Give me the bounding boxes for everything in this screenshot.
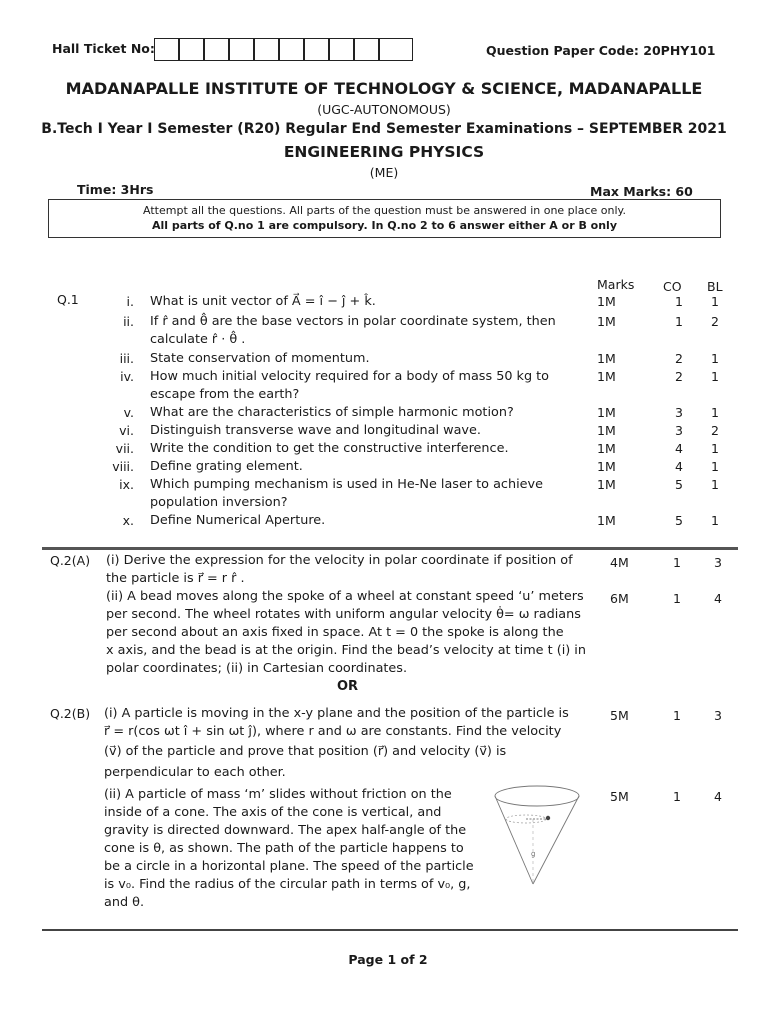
q2a-part2-line1: (ii) A bead moves along the spoke of a wheel at constant speed ‘u’ meters	[106, 589, 584, 604]
q1-item-marks: 1M	[597, 369, 616, 384]
q2b-part2-line5: be a circle in a horizontal plane. The speed of the particle	[104, 859, 474, 874]
q1-item-text: If r̂ and θ̂ are the base vectors in polar coordinate system, then	[150, 314, 556, 329]
q1-item-number: ix.	[119, 477, 134, 492]
q1-item-number: x.	[122, 513, 134, 528]
q1-item-text-cont: calculate r̂ · θ̂ .	[150, 332, 246, 347]
q2a-part1-line2: the particle is r⃗ = r r̂ .	[106, 571, 245, 586]
bl-header: BL	[707, 279, 723, 294]
q1-item-bl: 1	[711, 441, 719, 456]
q1-item-co: 4	[675, 459, 683, 474]
q2b-part1-line1: (i) A particle is moving in the x-y plane and the position of the particle is	[104, 706, 569, 721]
q1-item-bl: 2	[711, 314, 719, 329]
q1-item-text: State conservation of momentum.	[150, 351, 370, 366]
branch: (ME)	[369, 165, 399, 180]
q1-item-bl: 1	[711, 477, 719, 492]
q1-item-bl: 1	[711, 369, 719, 384]
max-marks-label: Max Marks: 60	[590, 184, 693, 199]
co-header: CO	[663, 279, 682, 294]
q1-item-co: 5	[675, 477, 683, 492]
q1-item-text: Define Numerical Aperture.	[150, 513, 326, 528]
page-number: Page 1 of 2	[348, 952, 428, 967]
q1-item-bl: 2	[711, 423, 719, 438]
exam-title: B.Tech I Year I Semester (R20) Regular End Semester Examinations – SEPTEMBER 2021	[41, 121, 727, 137]
q1-item-co: 1	[675, 294, 683, 309]
time-label: Time: 3Hrs	[77, 182, 154, 197]
q1-item-bl: 1	[711, 351, 719, 366]
instruction-line-1: Attempt all the questions. All parts of the question must be answered in one place only.	[143, 204, 626, 217]
q2b-part2-line4: cone is θ, as shown. The path of the particle happens to	[104, 841, 464, 856]
q1-item-number: i.	[126, 294, 134, 309]
q1-item-text: Distinguish transverse wave and longitudinal wave.	[150, 423, 481, 438]
q2b-part2-bl: 4	[714, 789, 722, 804]
q1-item-bl: 1	[711, 513, 719, 528]
q1-item-text: What is unit vector of A⃗ = î − ĵ + k̂.	[150, 294, 376, 309]
instructions-box	[48, 199, 721, 238]
q2a-part2-bl: 4	[714, 591, 722, 606]
hall-ticket-label: Hall Ticket No:	[52, 41, 155, 56]
q2b-label: Q.2(B)	[50, 706, 91, 721]
section-divider	[42, 547, 738, 550]
q2a-part1-line1: (i) Derive the expression for the velocity in polar coordinate if position of	[106, 553, 573, 568]
q2b-part2-line2: inside of a cone. The axis of the cone is vertical, and	[104, 805, 442, 820]
q2a-part2-line2: per second. The wheel rotates with uniform angular velocity θ̇= ω radians	[106, 607, 581, 622]
q1-item-marks: 1M	[597, 477, 616, 492]
q1-item-marks: 1M	[597, 513, 616, 528]
q2b-part2-marks: 5M	[610, 789, 629, 804]
q1-item-number: viii.	[112, 459, 134, 474]
autonomy-line: (UGC-AUTONOMOUS)	[317, 102, 451, 117]
q1-item-co: 1	[675, 314, 683, 329]
q2b-part1-line4: perpendicular to each other.	[104, 765, 286, 780]
q1-label: Q.1	[57, 292, 79, 307]
marks-header: Marks	[597, 277, 635, 292]
q1-item-co: 3	[675, 423, 683, 438]
q2a-part2-co: 1	[673, 591, 681, 606]
q1-item-co: 2	[675, 351, 683, 366]
cone-diagram	[490, 782, 585, 890]
q2a-part1-marks: 4M	[610, 555, 629, 570]
q1-item-marks: 1M	[597, 351, 616, 366]
q2b-part2-co: 1	[673, 789, 681, 804]
q1-item-bl: 1	[711, 459, 719, 474]
instruction-line-2: All parts of Q.no 1 are compulsory. In Q.no 2 to 6 answer either A or B only	[151, 219, 618, 232]
q2b-part1-line3: (v⃗) of the particle and prove that position (r⃗) and velocity (v⃗) is	[104, 744, 507, 759]
q1-item-text: Write the condition to get the constructive interference.	[150, 441, 509, 456]
q2a-part2-line5: polar coordinates; (ii) in Cartesian coordinates.	[106, 661, 408, 676]
q2b-part1-marks: 5M	[610, 708, 629, 723]
q2a-label: Q.2(A)	[50, 553, 91, 568]
q2b-part2-line6: is v₀. Find the radius of the circular path in terms of v₀, g,	[104, 877, 471, 892]
q1-item-text-cont: population inversion?	[150, 495, 288, 510]
q2b-part2-line7: and θ.	[104, 895, 145, 910]
q2b-part1-co: 1	[673, 708, 681, 723]
q1-item-marks: 1M	[597, 314, 616, 329]
q2a-part1-co: 1	[673, 555, 681, 570]
q2a-part2-line4: x axis, and the bead is at the origin. Find the bead’s velocity at time t (i) in	[106, 643, 586, 658]
q2b-part1-bl: 3	[714, 708, 722, 723]
q2a-part2-marks: 6M	[610, 591, 629, 606]
q1-item-marks: 1M	[597, 459, 616, 474]
q2a-part1-bl: 3	[714, 555, 722, 570]
q1-item-text: Define grating element.	[150, 459, 303, 474]
q2a-part2-line3: per second about an axis fixed in space. At t = 0 the spoke is along the	[106, 625, 564, 640]
q1-item-bl: 1	[711, 405, 719, 420]
q1-item-co: 2	[675, 369, 683, 384]
q1-item-text: Which pumping mechanism is used in He-Ne laser to achieve	[150, 477, 543, 492]
q1-item-number: iii.	[119, 351, 134, 366]
q2b-part2-line1: (ii) A particle of mass ‘m’ slides without friction on the	[104, 787, 452, 802]
q2b-part1-line2: r⃗ = r(cos ωt î + sin ωt ĵ), where r and ω are constants. Find the velocity	[104, 724, 562, 739]
q1-item-co: 3	[675, 405, 683, 420]
q1-item-bl: 1	[711, 294, 719, 309]
q1-item-number: vi.	[119, 423, 134, 438]
q1-item-marks: 1M	[597, 441, 616, 456]
q2b-part2-line3: gravity is directed downward. The apex half-angle of the	[104, 823, 467, 838]
q1-item-text-cont: escape from the earth?	[150, 387, 300, 402]
institute-name: MADANAPALLE INSTITUTE OF TECHNOLOGY & SCIENCE, MADANAPALLE	[65, 79, 703, 98]
q1-item-number: ii.	[123, 314, 134, 329]
q1-item-text: What are the characteristics of simple harmonic motion?	[150, 405, 514, 420]
bottom-rule	[42, 929, 738, 931]
q1-item-text: How much initial velocity required for a body of mass 50 kg to	[150, 369, 550, 384]
q1-item-number: vii.	[115, 441, 134, 456]
q1-item-co: 4	[675, 441, 683, 456]
question-paper-code: Question Paper Code: 20PHY101	[486, 43, 716, 58]
q1-item-co: 5	[675, 513, 683, 528]
q1-item-marks: 1M	[597, 423, 616, 438]
subject-title: ENGINEERING PHYSICS	[283, 143, 485, 161]
q1-item-number: iv.	[120, 369, 134, 384]
svg-text:g: g	[531, 850, 536, 858]
q1-item-marks: 1M	[597, 405, 616, 420]
q1-item-number: v.	[123, 405, 134, 420]
or-separator: OR	[337, 679, 359, 694]
q1-item-marks: 1M	[597, 294, 616, 309]
